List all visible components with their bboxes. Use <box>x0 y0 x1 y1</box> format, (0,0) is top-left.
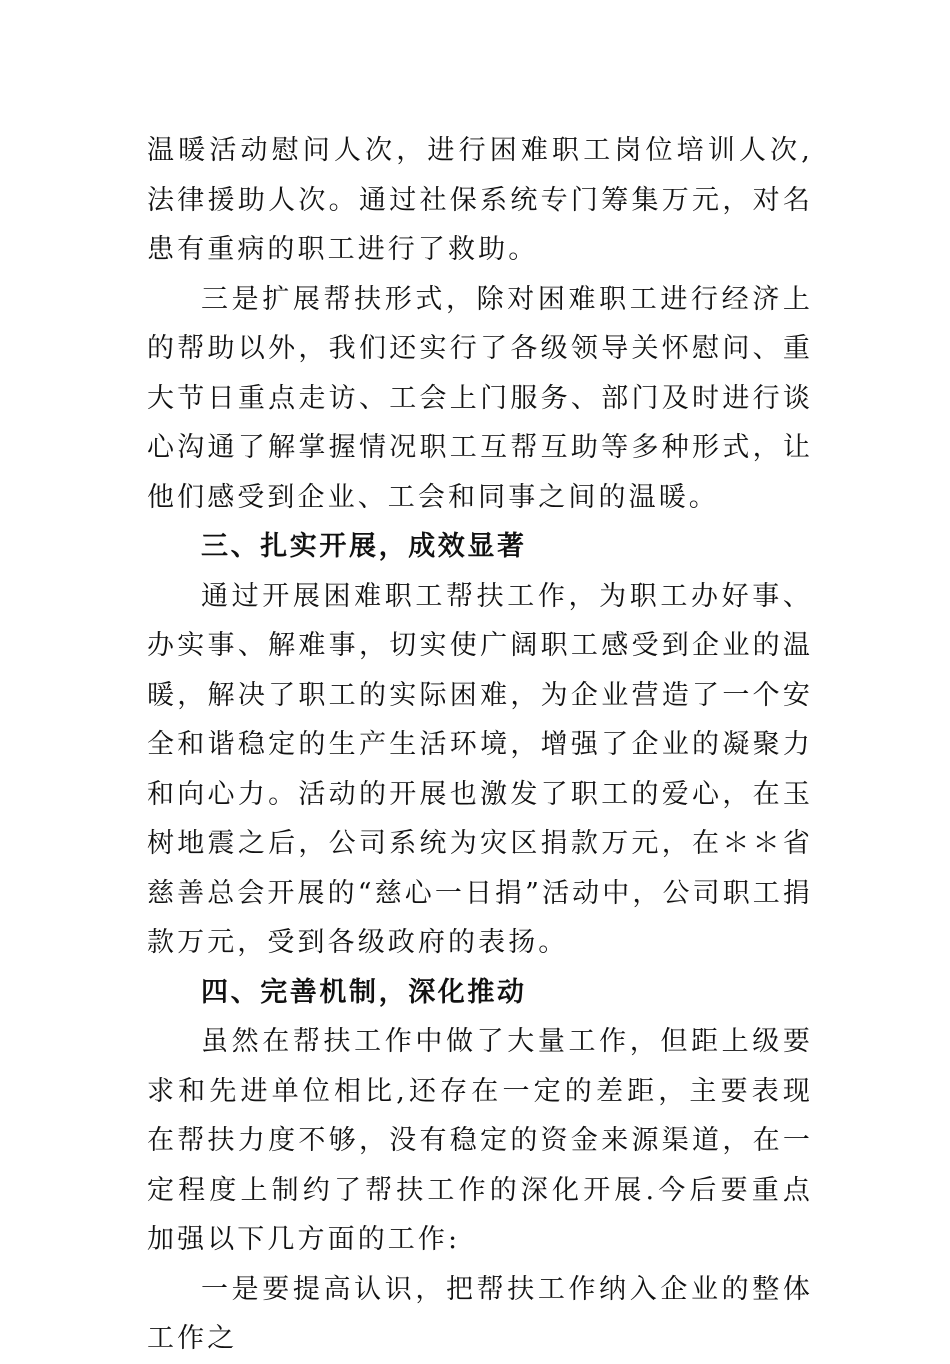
body-paragraph: 虽然在帮扶工作中做了大量工作，但距上级要求和先进单位相比,还存在一定的差距，主要表现在帮扶力度不够，没有稳定的资金来源渠道，在一定程度上制约了帮扶工作的深化开展.今后要重点加强以下几方面的工作: <box>147 1026 813 1255</box>
body-paragraph: 一是要提高认识，把帮扶工作纳入企业的整体工作之 <box>147 1273 813 1354</box>
body-paragraph: 温暖活动慰问人次，进行困难职工岗位培训人次,法律援助人次。通过社保系统专门筹集万元，对名患有重病的职工进行了救助。 <box>147 135 813 265</box>
document-body <box>147 126 813 1364</box>
body-paragraph: 通过开展困难职工帮扶工作，为职工办好事、办实事、解难事，切实使广阔职工感受到企业的温暖，解决了职工的实际困难，为企业营造了一个安全和谐稳定的生产生活环境，增强了企业的凝聚力和向心力。活动的开展也激发了职工的爱心，在玉树地震之后，公司系统为灾区捐款万元，在＊＊省慈善总会开展的“慈心一日捐”活动中，公司职工捐款万元，受到各级政府的表扬。 <box>147 580 813 958</box>
section-heading: 三、扎实开展，成效显著 <box>201 531 527 562</box>
section-heading: 四、完善机制，深化推动 <box>201 976 527 1008</box>
body-paragraph: 三是扩展帮扶形式，除对困难职工进行经济上的帮助以外，我们还实行了各级领导关怀慰问、重大节日重点走访、工会上门服务、部门及时进行谈心沟通了解掌握情况职工互帮互助等多种形式，让他们感受到企业、工会和同事之间的温暖。 <box>147 283 813 513</box>
